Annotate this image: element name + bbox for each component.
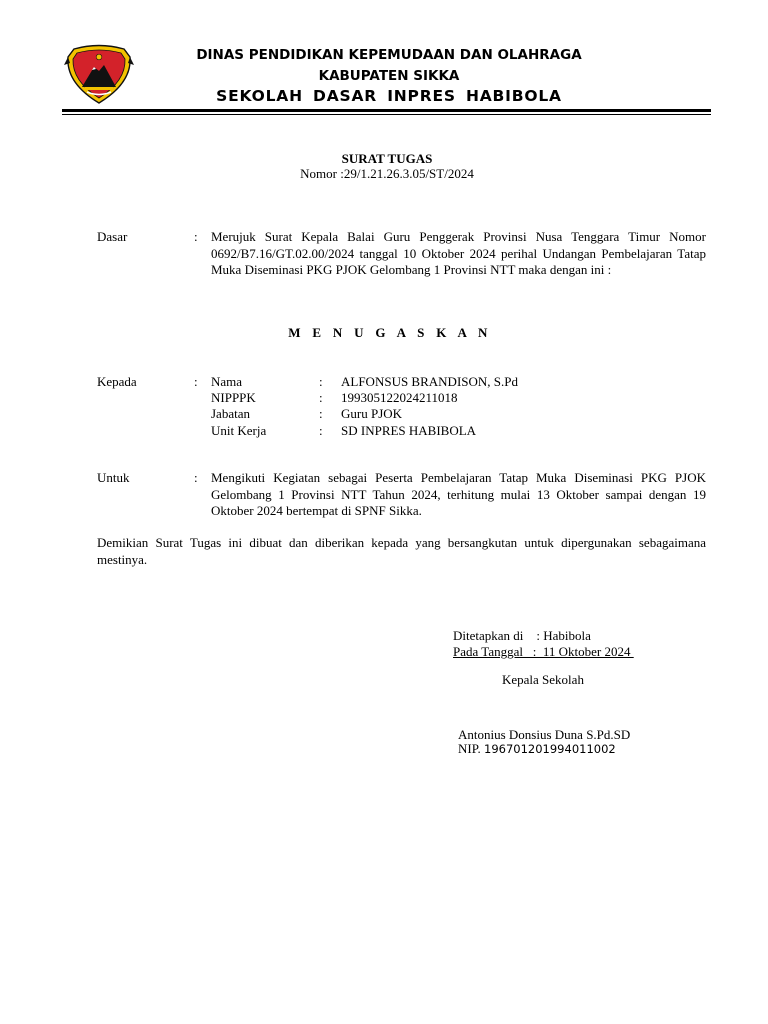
untuk-text: Mengikuti Kegiatan sebagai Peserta Pembelajaran Tatap Muka Diseminasi PKG PJOK Gelombang 1 Provinsi NTT Tahun 2024, terhitung mulai 13 Oktober sampai dengan 19 Oktober 2024 bertempat di SPNF Sikka. xyxy=(211,470,706,518)
kepada-label: Kepada xyxy=(97,374,137,389)
header-agency: DINAS PENDIDIKAN KEPEMUDAAN DAN OLAHRAGA xyxy=(196,47,582,63)
dasar-colon: : xyxy=(194,229,198,244)
field-jabatan-label: Jabatan xyxy=(211,406,250,421)
menugaskan-heading: M E N U G A S K A N xyxy=(288,325,492,340)
field-name-value: ALFONSUS BRANDISON, S.Pd xyxy=(341,374,518,389)
letter-title: SURAT TUGAS xyxy=(341,151,433,166)
field-unit-label: Unit Kerja xyxy=(211,423,267,438)
field-name-sep: : xyxy=(319,374,323,389)
field-name-label: Nama xyxy=(211,374,243,389)
header-rule-thin xyxy=(62,114,711,115)
letter-number: Nomor :29/1.21.26.3.05/ST/2024 xyxy=(300,166,474,181)
sign-date: Pada Tanggal : 11 Oktober 2024 xyxy=(453,644,634,659)
sign-position: Kepala Sekolah xyxy=(502,672,584,687)
field-nipppk-value: 199305122024211018 xyxy=(341,390,458,405)
sign-nip xyxy=(458,741,616,758)
field-unit-value: SD INPRES HABIBOLA xyxy=(341,423,477,438)
field-unit-sep: : xyxy=(319,423,323,438)
sign-name: Antonius Donsius Duna S.Pd.SD xyxy=(458,727,631,742)
untuk-label: Untuk xyxy=(97,470,130,485)
header-rule-thick xyxy=(62,109,711,112)
field-jabatan-sep: : xyxy=(319,406,323,421)
sign-place: Ditetapkan di : Habibola xyxy=(453,628,591,643)
header-school-name: SEKOLAH DASAR INPRES HABIBOLA xyxy=(216,87,562,105)
closing-paragraph: Demikian Surat Tugas ini dibuat dan diberikan kepada yang bersangkutan untuk dipergunakan sebagaimana mestinya. xyxy=(97,535,706,567)
field-jabatan-value: Guru PJOK xyxy=(341,406,403,421)
dasar-label: Dasar xyxy=(97,229,128,244)
sign-nip-value: 196701201994011002 xyxy=(484,742,616,756)
header-regency: KABUPATEN SIKKA xyxy=(318,68,460,84)
field-nipppk-sep: : xyxy=(319,390,323,405)
untuk-colon: : xyxy=(194,470,198,485)
kepada-colon: : xyxy=(194,374,198,389)
sign-nip-label: NIP. xyxy=(458,741,481,756)
dasar-text: Merujuk Surat Kepala Balai Guru Penggerak Provinsi Nusa Tenggara Timur Nomor 0692/B7.16/GT.02.00/2024 tanggal 10 Oktober 2024 perihal Undangan Pembelajaran Tatap Muka Diseminasi PKG PJOK Gelombang 1 Provinsi NTT maka dengan ini : xyxy=(211,229,706,277)
field-nipppk-label: NIPPPK xyxy=(211,390,256,405)
